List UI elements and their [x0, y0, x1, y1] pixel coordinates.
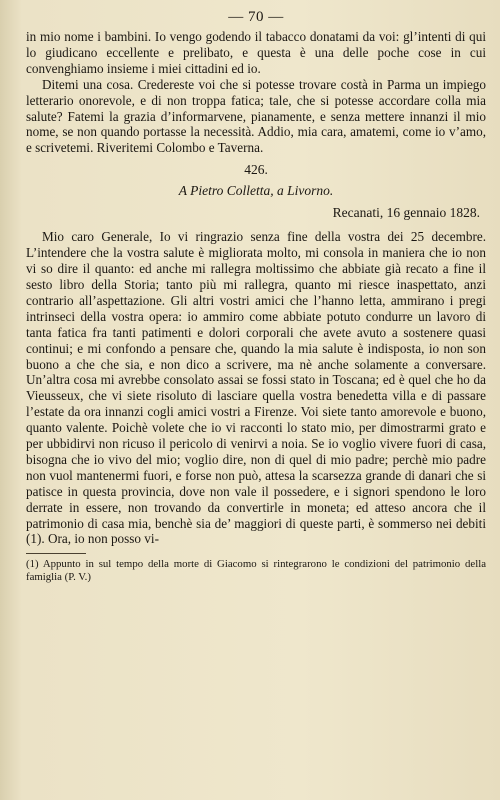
letter-body: Mio caro Generale, Io vi ringrazio senza fine della vostra dei 25 decembre. L’intendere che la vostra salute è migliorata molto, mi consola in maniera che io non vi so dire il quanto: ed anche mi rallegra moltissimo che abbiate già recato a fine il sesto libro della Storia; tanto più mi rallegra, quanto mi riesce inaspettato, anzi contrario all’aspettazione. Gli altri vostri amici che l’hanno letta, ammirano i pregi intrinseci della vostra opera: io ammiro come abbiate potuto condurre un lavoro di tanta fatica fra tanti patimenti e dolori corporali che avete avuto a sostenere quasi continui; e mi confondo a pensare che, quando la mia salute è indisposta, io non son buono a che che sia, e non dico a scrivere, ma nè anche solamente a conversare. Un’altra cosa mi avrebbe consolato assai se fossi stato in Toscana; ed è quel che ho da Vieusseux, che vi siete risoluto di lasciare quella vostra benedetta villa e di passare l’estate da ora innanzi cogli amici vostri a Firenze. Voi siete tanto amorevole e buono, quanto valente. Poichè volete che io vi racconti lo stato mio, per dimostrarmi grato e per ubbidirvi non ricuso il pericolo di venirvi a noia. Se io voglio vivere fuori di casa, bisogna che io vivo del mio; voglio dire, non di quel di mio padre; perchè mio padre non vuol mantenermi fuori, e forse non può, attesa la scarsezza grande di danari che si patisce in questa provincia, dove non vale il possedere, e i signori spendono le loro derrate in essere, non trovando da convertirle in moneta; ed atteso ancora che il patrimonio di casa mia, benchè sia de’ maggiori di queste parti, è sommerso nei debiti (1). Ora, io non posso vi-	[26, 229, 486, 547]
paragraph-request: Ditemi una cosa. Credereste voi che si potesse trovare costà in Parma un impiego letterario onorevole, e di non troppa fatica; tale, che si potesse accordare colla mia salute? Fatemi la grazia d’informarvene, pianamente, e senza mettere innanzi il mio nome, se non quando portasse la necessità. Addio, mia cara, amatemi, come io v’amo, e scrivetemi. Riveritemi Colombo e Taverna.	[26, 76, 486, 156]
page-number: — 70 —	[228, 9, 284, 25]
paragraph-closing-previous-letter: in mio nome i bambini. Io vengo godendo il tabacco donatami da voi: gl’intenti di qui lo giudicano eccellente e prelibato, e questa è una delle poche cose in cui convenghiamo insieme i miei cittadini ed io.	[26, 29, 486, 76]
body-text	[26, 29, 486, 547]
letter-recipient: A Pietro Colletta, a Livorno.	[178, 183, 334, 199]
footnote-divider	[26, 553, 86, 554]
letter-dateline: Recanati, 16 gennaio 1828.	[332, 205, 480, 221]
letter-number: 426.	[244, 162, 268, 178]
footnote: (1) Appunto in sul tempo della morte di Giacomo si rintegrarono le condizioni del patrimonio della famiglia (P. V.)	[26, 558, 486, 584]
